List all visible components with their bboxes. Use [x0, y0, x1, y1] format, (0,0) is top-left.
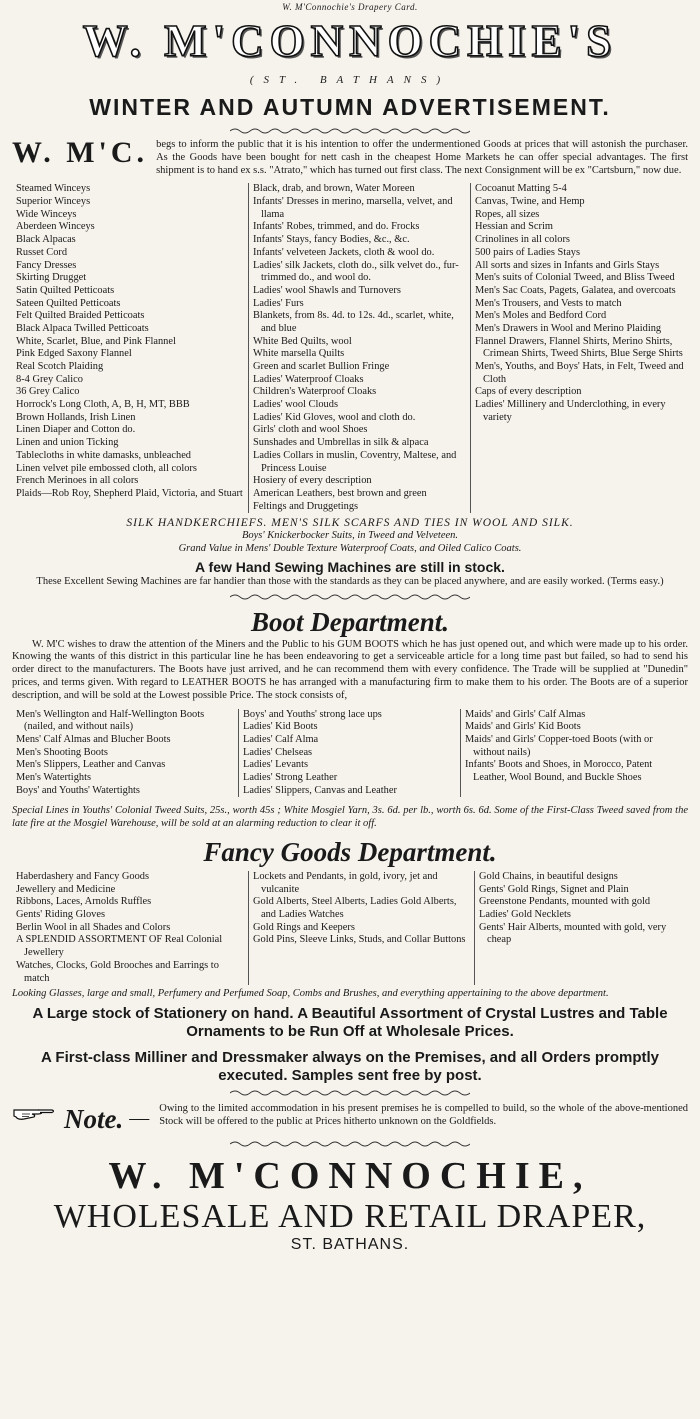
goods-item: Linen Diaper and Cotton do. — [16, 424, 136, 436]
footer-trade: WHOLESALE AND RETAIL DRAPER, — [53, 1197, 647, 1235]
sewing-text: These Excellent Sewing Machines are far handier than those with the standards as they can be placed anywhere, and are easily worked. (Terms easy.) — [36, 575, 664, 587]
goods-item: 36 Grey Calico — [16, 386, 80, 398]
sewing-heading: A few Hand Sewing Machines are still in stock. — [195, 558, 505, 575]
goods-item: Ladies' wool Clouds — [253, 399, 338, 411]
goods-item: Superior Winceys — [16, 196, 91, 208]
fancy-item: A SPLENDID ASSORTMENT OF Real Colonial Jewellery — [16, 934, 223, 959]
goods-item: Feltings and Druggetings — [253, 500, 359, 512]
milliner-line: A First-class Milliner and Dressmaker always on the Premises, and all Orders promptly executed. Samples sent free by post. — [40, 1049, 659, 1084]
goods-item: Black Alpacas — [16, 234, 76, 246]
boot-item: Ladies' Kid Boots — [243, 721, 318, 733]
fancy-col-2 — [248, 871, 474, 985]
goods-item: Ladies Collars in muslin, Coventry, Maltese, and Princess Louise — [253, 449, 457, 474]
masthead: W. M'CONNOCHIE'S — [82, 16, 618, 66]
wavy-divider — [230, 593, 470, 601]
top-caption: W. M'Connochie's Drapery Card. — [282, 2, 418, 12]
goods-item: Felt Quilted Braided Petticoats — [16, 310, 145, 322]
boot-item: Ladies' Chelseas — [243, 746, 313, 758]
fancy-item: Greenstone Pendants, mounted with gold — [479, 896, 651, 908]
boot-col-1 — [12, 709, 238, 798]
goods-item: Aberdeen Winceys — [16, 221, 95, 233]
boot-item: Ladies' Slippers, Canvas and Leather — [243, 784, 397, 796]
note-text: Owing to the limited accommodation in his present premises he is compelled to build, so the whole of the above-mentioned Stock will be offered to the public at Prices hitherto unknown on the Goldfields. — [159, 1103, 688, 1127]
boot-item: Boys' and Youths' Watertights — [16, 784, 140, 796]
fancy-item: Berlin Wool in all Shades and Colors — [16, 921, 171, 933]
goods-item: Caps of every description — [475, 386, 582, 398]
fancy-item: Gold Rings and Keepers — [253, 921, 355, 933]
goods-item: 8-4 Grey Calico — [16, 373, 83, 385]
boot-item: Maids' and Girls' Copper-toed Boots (with or without nails) — [465, 734, 653, 758]
stationery-line: A Large stock of Stationery on hand. A Beautiful Assortment of Crystal Lustres and Table Ornaments to be Run Off at Wholesale Prices. — [32, 1005, 668, 1040]
fancy-item: Haberdashery and Fancy Goods — [16, 871, 150, 883]
goods-item: Men's Drawers in Wool and Merino Plaiding — [475, 322, 662, 334]
boot-item: Men's Slippers, Leather and Canvas — [16, 759, 166, 771]
goods-item: Ladies' silk Jackets, cloth do., silk velvet do., fur-trimmed do., and wool do. — [253, 259, 459, 284]
wavy-divider — [230, 127, 470, 135]
goods-col-3 — [470, 183, 688, 513]
goods-item: Infants' velveteen Jackets, cloth & wool do. — [253, 246, 435, 258]
special-lines: Special Lines in Youths' Colonial Tweed Suits, 25s., worth 45s ; White Mosgiel Yarn, 3s. 6d. per lb., worth 6s. 6d. Some of the First-Class Tweed saved from the late fire at the Mosgiel Warehouse, will be sold at an alarming reduction to clear it off. — [12, 805, 688, 830]
goods-item: Cocoanut Matting 5-4 — [475, 183, 567, 195]
goods-item: Plaids—Rob Roy, Shepherd Plaid, Victoria, and Stuart — [16, 487, 243, 499]
goods-item: Ladies' Kid Gloves, wool and cloth do. — [253, 411, 416, 423]
goods-item: Ladies' Furs — [253, 297, 304, 309]
boot-col-2 — [238, 709, 460, 798]
boot-item: Maids' and Girls' Kid Boots — [465, 721, 581, 733]
goods-item: Men's Sac Coats, Pagets, Galatea, and overcoats — [475, 284, 676, 296]
goods-col-2 — [248, 183, 470, 513]
location-line: (ST. BATHANS) — [249, 74, 451, 86]
goods-item: Men's Trousers, and Vests to match — [475, 297, 622, 309]
goods-item: Hessian and Scrim — [475, 221, 553, 233]
fancy-item: Gents' Gold Rings, Signet and Plain — [479, 883, 629, 895]
goods-item: 500 pairs of Ladies Stays — [475, 246, 581, 258]
goods-item: Linen velvet pile embossed cloth, all colors — [16, 462, 197, 474]
goods-item: Sunshades and Umbrellas in silk & alpaca — [253, 437, 429, 449]
goods-item: All sorts and sizes in Infants and Girls Stays — [475, 259, 660, 271]
goods-columns — [12, 183, 688, 513]
pointing-hand-icon — [12, 1103, 56, 1123]
boot-item: Maids' and Girls' Calf Almas — [465, 708, 586, 720]
goods-item: Children's Waterproof Cloaks — [253, 386, 377, 398]
goods-item: Steamed Winceys — [16, 183, 91, 195]
footer-name: W. M'CONNOCHIE, — [108, 1154, 592, 1197]
note-word: Note. — [64, 1104, 124, 1134]
boot-item: Ladies' Calf Alma — [243, 734, 319, 746]
fancy-goods-heading: Fancy Goods Department. — [203, 837, 497, 868]
silk-line: SILK HANDKERCHIEFS. MEN'S SILK SCARFS AND TIES IN WOOL AND SILK. — [126, 517, 574, 530]
goods-item: Skirting Drugget — [16, 272, 87, 284]
goods-item: Pink Edged Saxony Flannel — [16, 348, 132, 360]
intro-paragraph — [12, 136, 688, 177]
boot-item: Mens' Calf Almas and Blucher Boots — [16, 734, 171, 746]
advertisement-title: WINTER AND AUTUMN ADVERTISEMENT. — [89, 94, 611, 120]
goods-item: Fancy Dresses — [16, 259, 77, 271]
intro-text: begs to inform the public that it is his intention to offer the undermentioned Goods at prices that will astonish the purchaser. As the Goods have been bought for nett cash in the cheapest Home Markets he can offer special advantages. The first shipment is to hand ex s.s. "Atrato," which has turned out first class. The next Consignment will be ex "Cartsburn," now due. — [156, 139, 688, 176]
goods-item: Infants' Dresses in merino, marsella, velvet, and llama — [253, 196, 453, 220]
goods-item: White marsella Quilts — [253, 348, 345, 360]
goods-item: Canvas, Twine, and Hemp — [475, 196, 585, 208]
note-dash: — — [129, 1107, 150, 1129]
fancy-col-3 — [474, 871, 688, 985]
goods-item: Real Scotch Plaiding — [16, 361, 104, 373]
goods-item: Tablecloths in white damasks, unbleached — [16, 449, 191, 461]
fancy-item: Jewellery and Medicine — [16, 883, 116, 895]
wavy-divider — [230, 1140, 470, 1148]
goods-item: Hosiery of every description — [253, 475, 372, 487]
boot-department-heading: Boot Department. — [250, 606, 449, 637]
boot-item: Boys' and Youths' strong lace ups — [243, 708, 382, 720]
goods-item: Infants' Stays, fancy Bodies, &c., &c. — [253, 234, 410, 246]
intro-initials: W. M'C. — [12, 136, 149, 169]
goods-item: Russet Cord — [16, 246, 68, 258]
boot-item: Men's Shooting Boots — [16, 746, 108, 758]
goods-item: White, Scarlet, Blue, and Pink Flannel — [16, 335, 176, 347]
fancy-item: Gents' Hair Alberts, mounted with gold, very cheap — [479, 921, 667, 946]
wavy-divider — [230, 1089, 470, 1097]
goods-item: French Merinoes in all colors — [16, 475, 139, 487]
boot-col-3 — [460, 709, 688, 798]
goods-item: Crinolines in all colors — [475, 234, 570, 246]
goods-item: Ropes, all sizes — [475, 208, 540, 220]
fancy-item: Gold Alberts, Steel Alberts, Ladies Gold Alberts, and Ladies Watches — [253, 896, 457, 921]
footer-place: ST. BATHANS. — [290, 1236, 410, 1254]
goods-item: Satin Quilted Petticoats — [16, 284, 115, 296]
goods-item: Sateen Quilted Petticoats — [16, 297, 121, 309]
boot-intro: W. M'C wishes to draw the attention of the Miners and the Public to his GUM BOOTS which he has just opened out, and which were made up to his order. Knowing the wants of this district in this particular line he has been endeavoring to get a serviceable article for a long time past but failed, so had to send his order direct to the manufacturers. The Boots have just arrived, and he can recommend them with every confidence. The Trade will be supplied at "Dunedin" prices, and terms given. With regard to LEATHER BOOTS he has arranged with a manufacturing firm to make them to his order. The Boots are of a superior description, and will be sold at the Lowest possible Price. The stock consists of, — [12, 638, 688, 701]
waterproof-coats-line: Grand Value in Mens' Double Texture Waterproof Coats, and Oiled Calico Coats. — [178, 543, 522, 555]
goods-item: Men's, Youths, and Boys' Hats, in Felt, Tweed and Cloth — [475, 361, 684, 385]
fancy-item: Gold Chains, in beautiful designs — [479, 871, 618, 883]
fancy-col-1 — [12, 871, 248, 985]
goods-item: Girls' cloth and wool Shoes — [253, 424, 368, 436]
fancy-columns — [12, 871, 688, 985]
goods-item: Ladies' Millinery and Underclothing, in every variety — [475, 399, 666, 423]
boot-item: Ladies' Strong Leather — [243, 772, 338, 784]
goods-item: Infants' Robes, trimmed, and do. Frocks — [253, 221, 420, 233]
boot-item: Infants' Boots and Shoes, in Morocco, Patent Leather, Wool Bound, and Buckle Shoes — [465, 759, 653, 784]
fancy-footer: Looking Glasses, large and small, Perfumery and Perfumed Soap, Combs and Brushes, and everything appertaining to the above department. — [12, 988, 609, 1000]
goods-item: Brown Hollands, Irish Linen — [16, 411, 136, 423]
fancy-item: Ladies' Gold Necklets — [479, 909, 571, 921]
boys-suits-line: Boys' Knickerbocker Suits, in Tweed and Velveteen. — [241, 530, 459, 542]
goods-col-1 — [12, 183, 248, 513]
goods-item: Men's Moles and Bedford Cord — [475, 310, 607, 322]
fancy-item: Gold Pins, Sleeve Links, Studs, and Collar Buttons — [253, 934, 466, 946]
goods-item: Flannel Drawers, Flannel Shirts, Merino Shirts, Crimean Shirts, Tweed Shirts, Blue Serge Shirts — [475, 335, 683, 360]
fancy-item: Lockets and Pendants, in gold, ivory, jet and vulcanite — [253, 871, 438, 895]
boot-item: Ladies' Levants — [243, 759, 309, 771]
boot-item: Men's Watertights — [16, 772, 92, 784]
goods-item: Wide Winceys — [16, 208, 77, 220]
goods-item: Ladies' wool Shawls and Turnovers — [253, 284, 401, 296]
goods-item: Men's suits of Colonial Tweed, and Bliss Tweed — [475, 272, 675, 284]
goods-item: Green and scarlet Bullion Fringe — [253, 361, 390, 373]
fancy-item: Ribbons, Laces, Arnolds Ruffles — [16, 896, 152, 908]
goods-item: Black Alpaca Twilled Petticoats — [16, 322, 149, 334]
goods-item: Blankets, from 8s. 4d. to 12s. 4d., scarlet, white, and blue — [253, 310, 454, 334]
goods-item: Ladies' Waterproof Cloaks — [253, 373, 364, 385]
note-box — [12, 1103, 688, 1136]
goods-item: Black, drab, and brown, Water Moreen — [253, 183, 415, 195]
boot-columns — [12, 709, 688, 798]
goods-item: Horrock's Long Cloth, A, B, H, MT, BBB — [16, 399, 190, 411]
fancy-item: Gents' Riding Gloves — [16, 909, 106, 921]
goods-item: American Leathers, best brown and green — [253, 487, 427, 499]
boot-item: Men's Wellington and Half-Wellington Boots (nailed, and without nails) — [16, 708, 205, 733]
goods-item: White Bed Quilts, wool — [253, 335, 352, 347]
fancy-item: Watches, Clocks, Gold Brooches and Earrings to match — [16, 959, 219, 984]
goods-item: Linen and union Ticking — [16, 437, 119, 449]
